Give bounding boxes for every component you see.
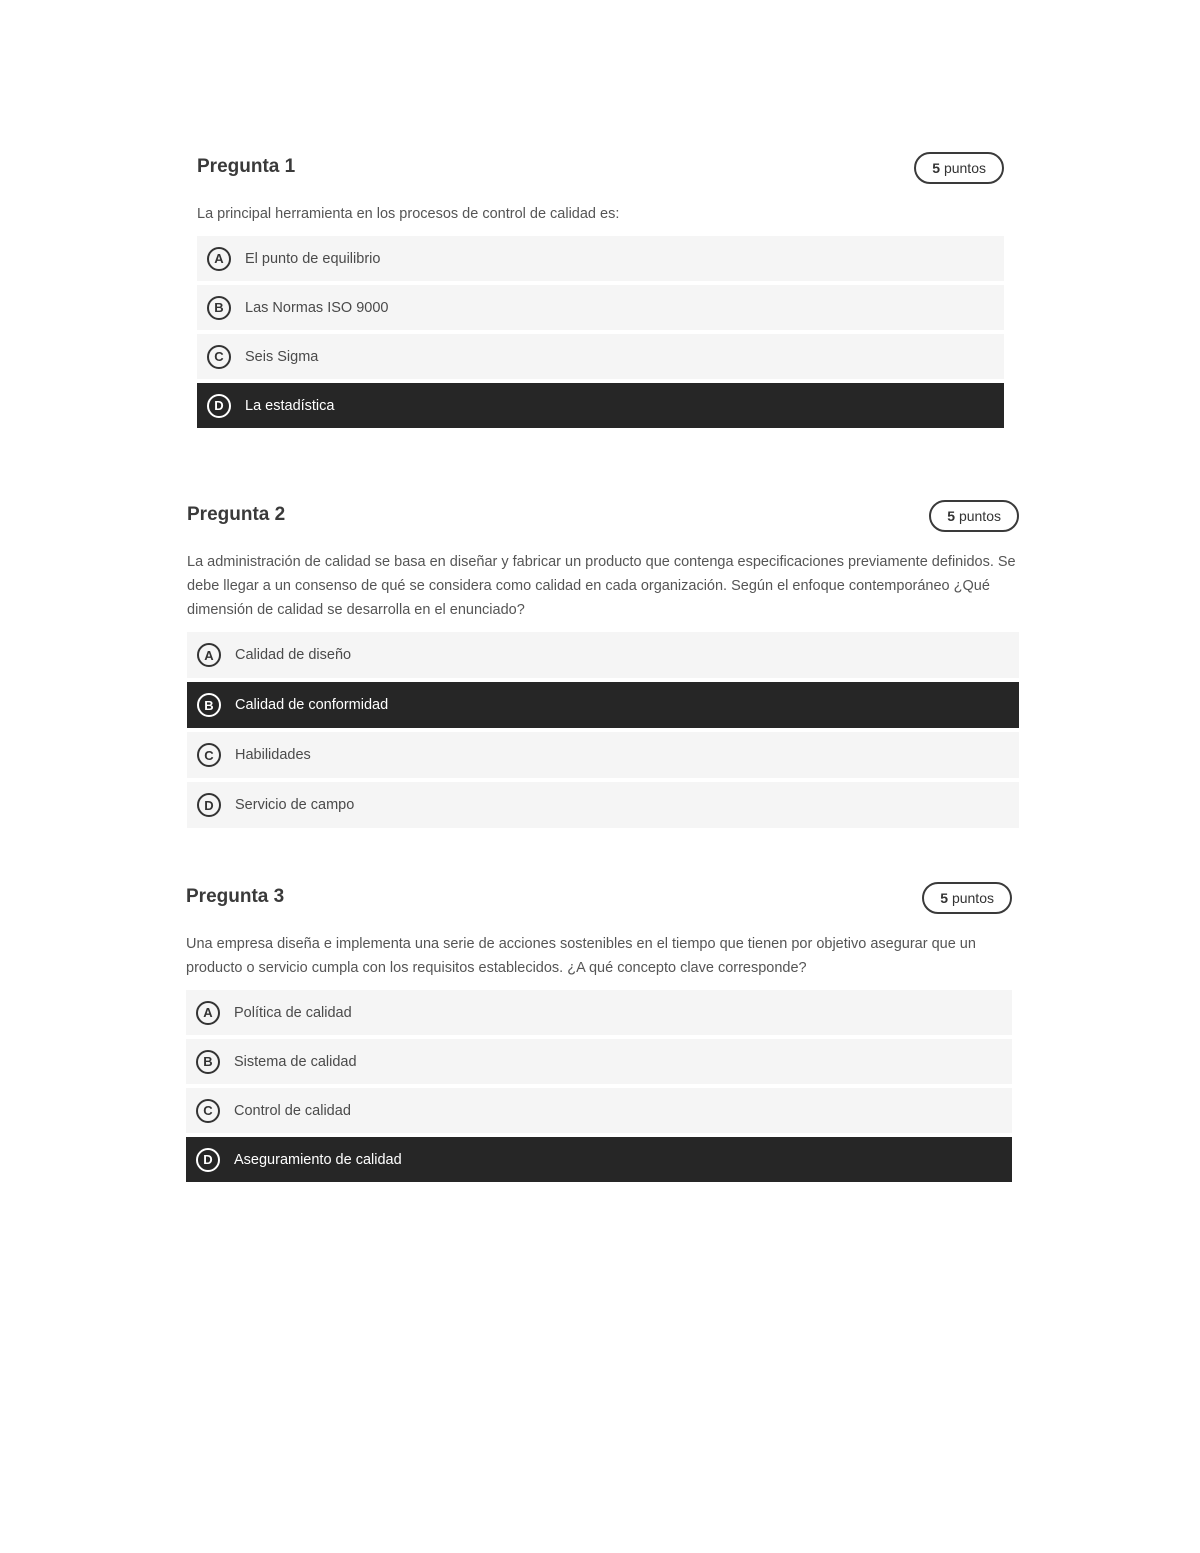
option-label: Aseguramiento de calidad [234, 1151, 402, 1168]
answer-option-a[interactable] [187, 632, 1019, 678]
option-letter-b-icon: B [207, 296, 231, 320]
question-2 [187, 500, 1019, 832]
answer-option-c[interactable] [186, 1088, 1012, 1133]
question-title: Pregunta 1 [197, 156, 296, 177]
option-label: Calidad de conformidad [235, 697, 389, 713]
option-label: Política de calidad [234, 1004, 352, 1021]
option-letter-c-icon: C [196, 1099, 220, 1123]
option-letter-a-icon: A [196, 1001, 220, 1025]
points-badge [922, 882, 1012, 914]
answer-option-a[interactable] [186, 990, 1012, 1035]
question-3 [186, 882, 1012, 1186]
points-badge [929, 500, 1019, 532]
points-badge [914, 152, 1004, 184]
question-title: Pregunta 3 [186, 886, 285, 907]
option-letter-c-icon: C [207, 345, 231, 369]
answer-option-d[interactable] [186, 1137, 1012, 1182]
option-letter-b-icon: B [197, 693, 221, 717]
answer-option-b[interactable] [186, 1039, 1012, 1084]
answer-option-c[interactable] [187, 732, 1019, 778]
option-letter-d-icon: D [207, 394, 231, 418]
answer-option-b[interactable] [197, 285, 1004, 330]
question-title: Pregunta 2 [187, 504, 286, 525]
option-label: Servicio de campo [235, 797, 355, 813]
option-label: Sistema de calidad [234, 1053, 357, 1070]
option-label: Seis Sigma [245, 348, 319, 365]
option-label: Calidad de diseño [235, 647, 352, 663]
question-text: Una empresa diseña e implementa una serie de acciones sostenibles en el tiempo que tienen por objetivo asegurar que un producto o servicio cumpla con los requisitos establecidos. ¿A qué concepto clave corresponde? [186, 936, 976, 976]
answer-options [197, 236, 1004, 428]
option-letter-a-icon: A [207, 247, 231, 271]
question-header [186, 882, 1012, 916]
option-label: Habilidades [235, 747, 311, 763]
option-label: Control de calidad [234, 1102, 351, 1119]
answer-options [186, 990, 1012, 1182]
option-letter-d-icon: D [196, 1148, 220, 1172]
answer-options [187, 632, 1019, 828]
points-unit: puntos [958, 508, 1001, 524]
question-text: La principal herramienta en los procesos de control de calidad es: [197, 206, 620, 222]
points-unit: puntos [943, 160, 986, 176]
question-header [197, 152, 1004, 186]
answer-option-b[interactable] [187, 682, 1019, 728]
points-value: 5 [932, 160, 941, 176]
option-letter-c-icon: C [197, 743, 221, 767]
answer-option-a[interactable] [197, 236, 1004, 281]
answer-option-c[interactable] [197, 334, 1004, 379]
option-letter-d-icon: D [197, 793, 221, 817]
question-1 [197, 152, 1004, 432]
points-unit: puntos [951, 890, 994, 906]
points-value: 5 [947, 508, 956, 524]
option-letter-b-icon: B [196, 1050, 220, 1074]
question-text: La administración de calidad se basa en diseñar y fabricar un producto que contenga especificaciones previamente definidos. Se debe llegar a un consenso de qué se considera como calidad en cada organización. Según el enfoque contemporáneo ¿Qué dimensión de calidad se desarrolla en el enunciado? [187, 554, 1016, 618]
option-label: La estadística [245, 397, 335, 414]
answer-option-d[interactable] [197, 383, 1004, 428]
points-value: 5 [940, 890, 949, 906]
option-letter-a-icon: A [197, 643, 221, 667]
option-label: El punto de equilibrio [245, 250, 381, 267]
option-label: Las Normas ISO 9000 [245, 299, 389, 316]
question-header [187, 500, 1019, 534]
answer-option-d[interactable] [187, 782, 1019, 828]
